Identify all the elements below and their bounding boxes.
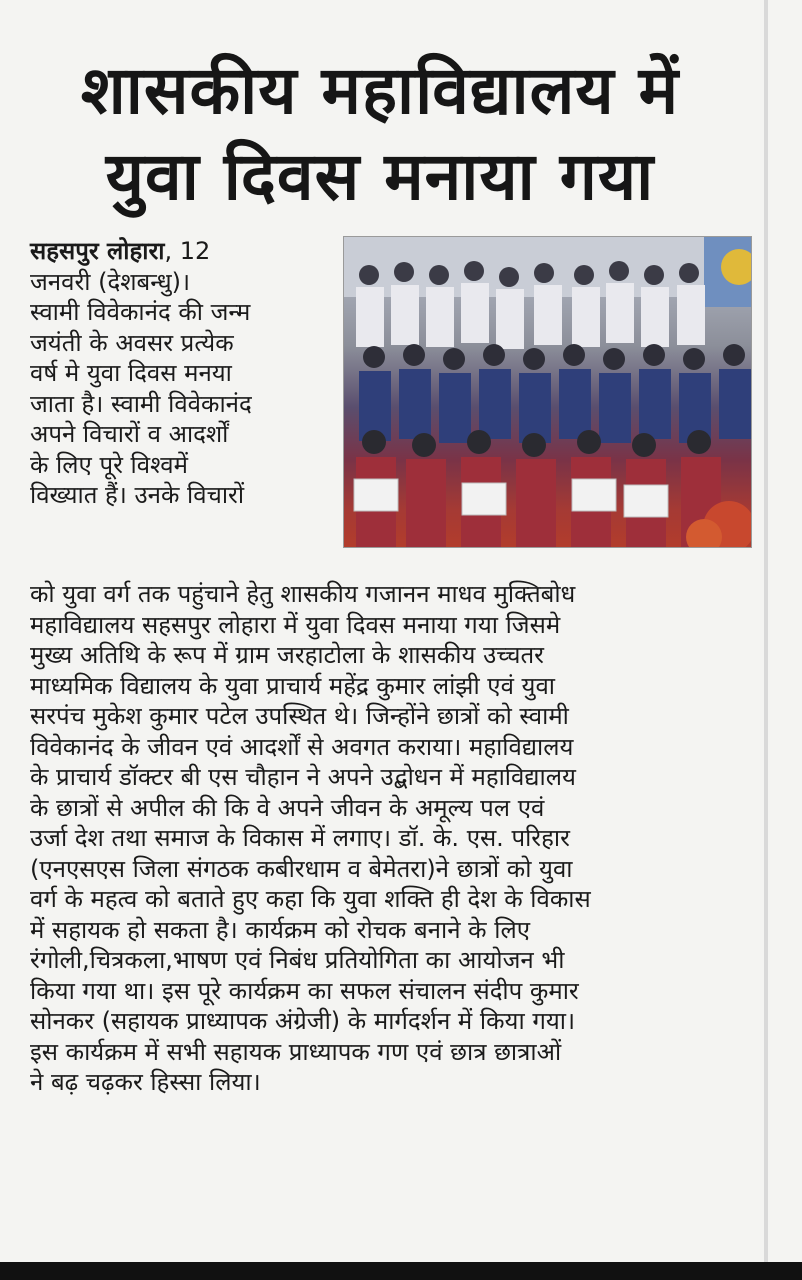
article-line: के छात्रों से अपील की कि वे अपने जीवन के अमूल्य पल एवं <box>30 793 545 822</box>
article-line: इस कार्यक्रम में सभी सहायक प्राध्यापक गण एवं छात्र छात्राओं <box>30 1037 562 1066</box>
headline-line-1: शासकीय महाविद्यालय में <box>80 52 680 129</box>
article-line: मुख्य अतिथि के रूप में ग्राम जरहाटोला के शासकीय उच्चतर <box>30 641 545 669</box>
headline <box>0 48 760 220</box>
article-line: माध्यमिक विद्यालय के युवा प्राचार्य महेंद्र कुमार लांझी एवं युवा <box>30 671 556 700</box>
article-line: विवेकानंद के जीवन एवं आदर्शों से अवगत कराया। महाविद्यालय <box>30 732 574 761</box>
group-photo-illustration <box>344 237 752 548</box>
article-line: स्वामी विवेकानंद की जन्म <box>30 298 251 326</box>
headline-line-2: युवा दिवस मनाया गया <box>105 138 655 215</box>
article-line: सरपंच मुकेश कुमार पटेल उपस्थित थे। जिन्होंने छात्रों को स्वामी <box>30 702 569 730</box>
article-line: सोनकर (सहायक प्राध्यापक अंग्रेजी) के मार्गदर्शन में किया गया। <box>30 1007 576 1035</box>
article-line: किया गया था। इस पूरे कार्यक्रम का सफल संचालन संदीप कुमार <box>30 976 579 1005</box>
article-line: जयंती के अवसर प्रत्येक <box>30 328 234 357</box>
article-wide-column <box>30 579 758 1098</box>
bottom-edge-bar <box>0 1262 802 1280</box>
article-line: जाता है। स्वामी विवेकानंद <box>30 389 252 418</box>
article-line: अपने विचारों व आदर्शों <box>30 420 229 448</box>
article-line: महाविद्यालय सहसपुर लोहारा में युवा दिवस मनाया गया जिसमे <box>30 610 561 639</box>
article-narrow-column <box>30 236 336 511</box>
article-line: जनवरी (देशबन्धु)। <box>30 267 191 296</box>
article-line: वर्ग के महत्व को बताते हुए कहा कि युवा शक्ति ही देश के विकास <box>30 885 591 913</box>
article-line: को युवा वर्ग तक पहुंचाने हेतु शासकीय गजानन माधव मुक्तिबोध <box>30 580 576 608</box>
column-rule <box>764 0 768 1280</box>
article-line: वर्ष मे युवा दिवस मनया <box>30 359 232 387</box>
article-line: में सहायक हो सकता है। कार्यक्रम को रोचक बनाने के लिए <box>30 915 530 944</box>
article-line: उर्जा देश तथा समाज के विकास में लगाए। डॉ. के. एस. परिहार <box>30 824 570 852</box>
article-line: के लिए पूरे विश्वमें <box>30 450 188 479</box>
article-line: (एनएसएस जिला संगठक कबीरधाम व बेमेतरा)ने छात्रों को युवा <box>30 854 573 883</box>
article-line: रंगोली,चित्रकला,भाषण एवं निबंध प्रतियोगिता का आयोजन भी <box>30 946 565 974</box>
dateline-date: , 12 <box>164 237 211 265</box>
article-line: विख्यात हैं। उनके विचारों <box>30 481 245 509</box>
group-photo <box>343 236 752 548</box>
dateline: सहसपुर लोहारा <box>30 237 165 265</box>
article-line: ने बढ़ चढ़कर हिस्सा लिया। <box>30 1068 261 1096</box>
dateline-line <box>30 236 336 267</box>
article-line: के प्राचार्य डॉक्टर बी एस चौहान ने अपने उद्बोधन में महाविद्यालय <box>30 763 576 791</box>
